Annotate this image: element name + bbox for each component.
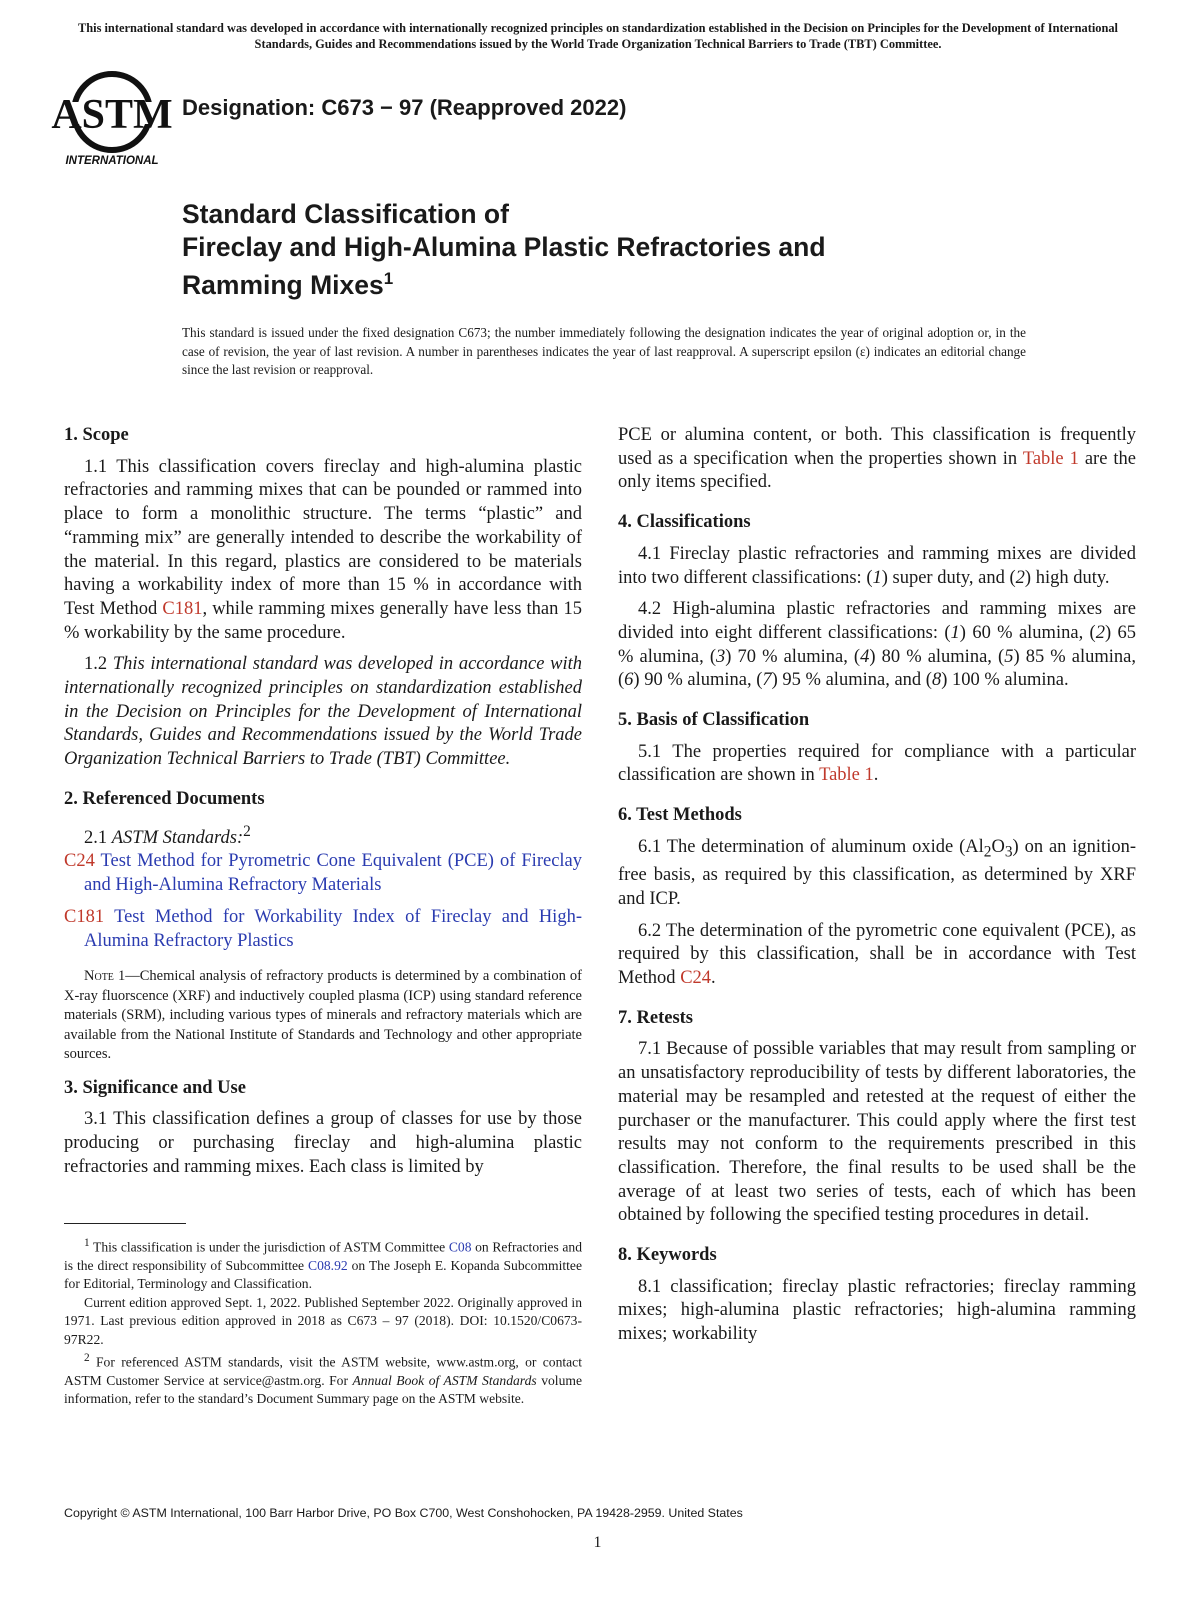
right-column <box>618 424 1136 1355</box>
section-heading-test-methods: 6. Test Methods <box>618 805 742 826</box>
section-heading-basis: 5. Basis of Classification <box>618 710 810 731</box>
title-line-1: Standard Classification of <box>182 199 509 229</box>
alumina-class-item: , (4) 80 % alumina <box>843 646 988 667</box>
paragraph-5-1: 5.1 The properties required for compliance with a particular classification are shown in Table 1. <box>618 741 1136 786</box>
link-c24[interactable]: C24 <box>64 851 95 872</box>
footnotes <box>64 1234 582 1409</box>
link-table-1-basis[interactable]: Table 1 <box>819 765 874 786</box>
top-notice: This international standard was developed in accordance with internationally recognized principles on standardization established in the Decision on Principles for the Development of International Standards, Guides and Recommendations issued by the World Trade Organization Technical Barriers to Trade (TBT) Committee. <box>77 21 1119 51</box>
alumina-class-item: , (7) 95 % alumina <box>746 670 886 691</box>
copyright: Copyright © ASTM International, 100 Barr Harbor Drive, PO Box C700, West Conshohocken, PA 19428-2959. United States <box>64 1506 743 1520</box>
alumina-class-item: , (3) 70 % alumina <box>699 646 844 667</box>
paragraph-3-1-continued: PCE or alumina content, or both. This classification is frequently used as a specification when the properties shown in Table 1 are the only items specified. <box>618 425 1136 493</box>
section-heading-keywords: 8. Keywords <box>618 1245 717 1266</box>
logo-subtext: INTERNATIONAL <box>65 155 159 167</box>
alumina-class-item: (1) 60 % alumina <box>944 622 1079 643</box>
footnote-1: $^1$ This classification is under the jurisdiction of ASTM Committee C08 on Refractories and is the direct responsibility of Subcommittee C08.92 on The Joseph E. Kopanda Subcommittee for Editorial, Terminology and Classification. <box>64 1237 583 1292</box>
link-c08-92[interactable]: C08.92 <box>308 1257 348 1273</box>
section-heading-significance: 3. Significance and Use <box>64 1077 246 1098</box>
section-heading-retests: 7. Retests <box>618 1007 694 1028</box>
reference-c181-title[interactable]: Test Method for Workability Index of Fireclay and High-Alumina Refractory Plastics <box>84 906 582 951</box>
title-footnote-mark[interactable]: 1 <box>383 269 394 288</box>
link-c08[interactable]: C08 <box>448 1239 472 1255</box>
link-c181-ref[interactable]: C181 <box>64 906 105 927</box>
link-c181[interactable]: C181 <box>162 598 203 619</box>
paragraph-1-1: 1.1 This classification covers fireclay and high-alumina plastic refractories and ramming mixes that can be pounded or rammed into place to form a monolithic structure. The terms “plastic” and “ramming mix” are generally intended to describe the workability of the material. In this regard, plastics are considered to be materials having a workability index of more than 15 % in accordance with Test Method C181, while ramming mixes generally have less than 15 % workability by the same procedure. <box>64 456 582 643</box>
alumina-class-item: , (6) 90 % alumina <box>618 646 1137 691</box>
paragraph-3-1: 3.1 This classification defines a group of classes for use by those producing or purchasing fireclay and high-alumina plastic refractories and ramming mixes. Each class is limited by <box>64 1109 582 1177</box>
document-title <box>182 198 1082 301</box>
section-heading-scope: 1. Scope <box>64 425 129 445</box>
link-c24-test-method[interactable]: C24 <box>680 968 712 989</box>
title-line-2: Fireclay and High-Alumina Plastic Refractories and <box>182 231 826 262</box>
alumina-class-item: , (2) 65 % alumina <box>618 622 1136 667</box>
paragraph-4-2: 4.2 High-alumina plastic refractories and ramming mixes are divided into eight different classifications: (1) 60 % alumina, (2) 65 % alumina, (3) 70 % alumina, (4) 80 % alumina, (5) 85 % alumina, (6) 90 % alumina, (7) 95 % alumina, and (8) 100 % alumina. <box>618 599 1137 691</box>
issue-note: This standard is issued under the fixed designation C673; the number immediately following the designation indicates the year of original adoption or, in the case of revision, the year of last revision. A number in parentheses indicates the year of last reapproval. A superscript epsilon (ε) indicates an editorial change since the last revision or reapproval. <box>182 325 1026 377</box>
astm-logo <box>51 68 173 168</box>
alumina-class-item: , and (8) 100 % alumina. <box>885 670 1069 691</box>
note-1: Note 1—Chemical analysis of refractory products is determined by a combination of X-ray fluorscence (XRF) and inductively coupled plasma (ICP) using standard reference materials (SRM), including various types of minerals and refractory materials which are available from the National Institute of Standards and Technology and other appropriate sources. <box>64 968 582 1063</box>
paragraph-6-2: 6.2 The determination of the pyrometric cone equivalent (PCE), as required by this classification, shall be in accordance with Test Method C24. <box>618 920 1136 989</box>
reference-c181 <box>64 906 582 953</box>
paragraph-4-1: 4.1 Fireclay plastic refractories and ramming mixes are divided into two different classifications: (1) super duty, and (2) high duty. <box>618 543 1136 588</box>
footnote-2: $^2$ For referenced ASTM standards, visit the ASTM website, www.astm.org, or contact ASTM Customer Service at service@astm.org. For Annual Book of ASTM Standards volume information, refer to the standard’s Document Summary page on the ASTM website. <box>64 1351 582 1407</box>
link-table-1[interactable]: Table 1 <box>1022 448 1079 469</box>
reference-c24 <box>64 850 582 897</box>
left-column <box>64 424 582 1188</box>
page-number: 1 <box>593 1534 602 1551</box>
paragraph-6-1: 6.1 The determination of aluminum oxide $(Al_2O_3)$ on an ignition-free basis, as required by this classification, as determined by XRF and ICP. <box>618 836 1136 909</box>
paragraph-1-2: 1.2 This international standard was developed in accordance with internationally recognized principles on standardization established in the Decision on Principles for the Development of International Standards, Guides and Recommendations issued by the World Trade Organization Technical Barriers to Trade (TBT) Committee. <box>64 654 583 770</box>
paragraph-7-1: 7.1 Because of possible variables that may result from sampling or an unsatisfactory reproducibility of tests by different laboratories, the material may be resampled and retested at the request of either the purchaser or the manufacturer. This could apply where the first test results may not conform to the requirements prescribed in this classification. Therefore, the final results to be used shall be the average of at least two series of tests, each of which has been obtained by following the specified testing procedures in detail. <box>618 1039 1136 1226</box>
section-heading-classifications: 4. Classifications <box>618 512 751 533</box>
alumina-class-item: , (5) 85 % alumina <box>987 646 1132 667</box>
section-heading-referenced-documents: 2. Referenced Documents <box>64 788 265 809</box>
paragraph-2-1: 2.1 ASTM Standards:$^2$ <box>84 822 251 848</box>
designation: Designation: C673 − 97 (Reapproved 2022) <box>182 95 627 120</box>
footnote-divider <box>64 1223 186 1224</box>
paragraph-8-1: 8.1 classification; fireclay plastic refractories; fireclay ramming mixes; high-alumina plastic refractories; high-alumina ramming mixes; workability <box>618 1276 1136 1345</box>
logo-text: ASTM <box>51 92 173 138</box>
footnote-edition: Current edition approved Sept. 1, 2022. Published September 2022. Originally approved in 1971. Last previous edition approved in 2018 as C673 – 97 (2018). DOI: 10.1520/C0673-97R22. <box>64 1294 582 1347</box>
title-line-3: Ramming Mixes$^1$ <box>182 269 394 300</box>
reference-c24-title[interactable]: Test Method for Pyrometric Cone Equivalent (PCE) of Fireclay and High-Alumina Refractory Materials <box>84 851 582 896</box>
